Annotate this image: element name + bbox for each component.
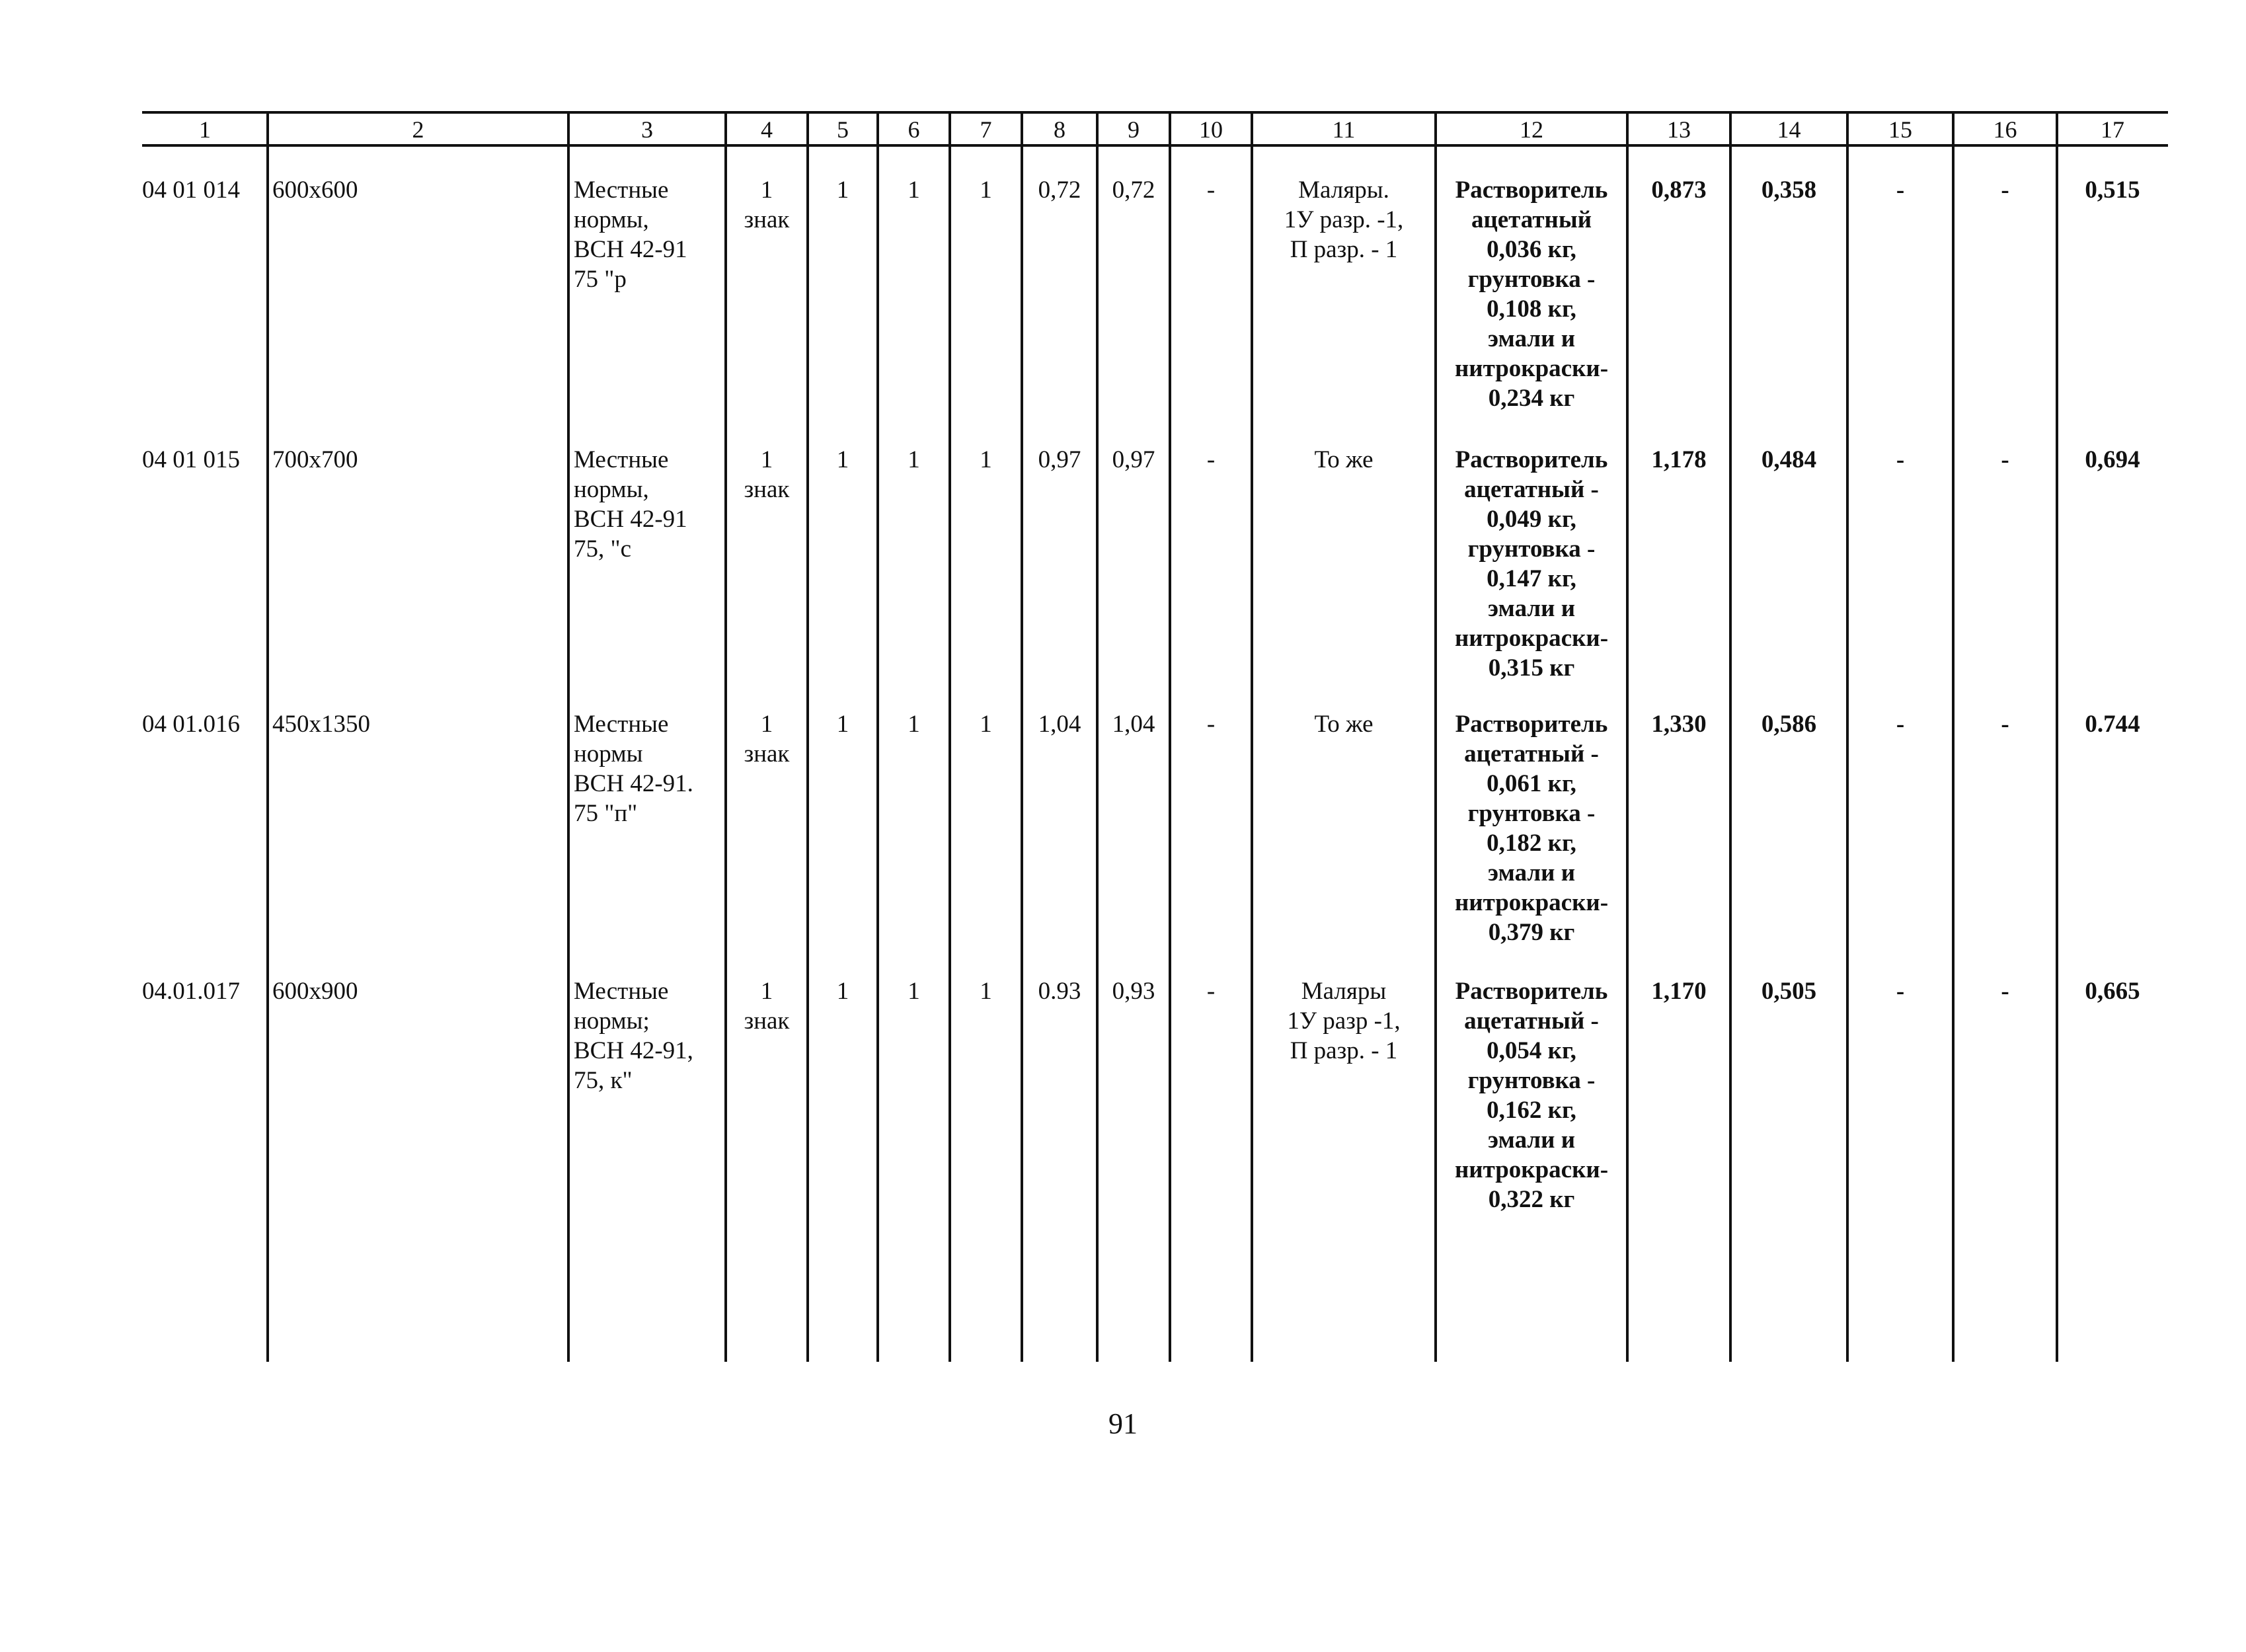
table-row <box>0 709 2246 961</box>
row-col4: 1 знак <box>744 446 790 503</box>
row-col17: 0,515 <box>2085 177 2140 204</box>
row-code: 04.01.017 <box>142 978 240 1005</box>
column-header-5: 5 <box>837 116 849 143</box>
table-row <box>0 175 2246 426</box>
row-col8: 0,72 <box>1038 177 1081 204</box>
column-header-9: 9 <box>1128 116 1140 143</box>
row-col17: 0.744 <box>2085 711 2140 738</box>
row-col4: 1 знак <box>744 711 790 767</box>
row-col16: - <box>2001 177 2009 204</box>
row-col16: - <box>2001 711 2009 738</box>
column-header-12: 12 <box>1520 116 1543 143</box>
row-col5: 1 <box>836 446 849 473</box>
row-col10: - <box>1206 711 1216 738</box>
row-size: 450x1350 <box>272 711 370 738</box>
row-norms: Местные нормы, ВСН 42-91 75, "с <box>574 446 687 563</box>
row-code: 04 01 015 <box>142 446 240 473</box>
table-row <box>0 445 2246 696</box>
row-col8: 0.93 <box>1038 978 1081 1005</box>
row-materials: Растворитель ацетатный - 0,054 кг, грунтовка - 0,162 кг, эмали и нитрокраски- 0,322 кг <box>1454 978 1609 1213</box>
row-col4: 1 знак <box>744 978 790 1035</box>
row-col5: 1 <box>836 177 849 204</box>
row-col9: 0,97 <box>1112 446 1155 473</box>
row-col7: 1 <box>980 978 992 1005</box>
row-col15: - <box>1896 978 1905 1005</box>
row-col6: 1 <box>908 978 920 1005</box>
row-col10: - <box>1206 177 1216 204</box>
row-workers: Маляры. 1У разр. -1, П разр. - 1 <box>1284 177 1404 263</box>
row-col14: 0,358 <box>1761 177 1817 204</box>
row-col13: 1,330 <box>1651 711 1707 738</box>
row-col14: 0,586 <box>1761 711 1817 738</box>
row-col9: 0,72 <box>1112 177 1155 204</box>
column-header-13: 13 <box>1667 116 1691 143</box>
row-col6: 1 <box>908 177 920 204</box>
row-code: 04 01 014 <box>142 177 240 204</box>
row-col6: 1 <box>908 446 920 473</box>
column-header-4: 4 <box>761 116 773 143</box>
column-header-15: 15 <box>1888 116 1912 143</box>
row-col14: 0,484 <box>1761 446 1817 473</box>
row-col17: 0,665 <box>2085 978 2140 1005</box>
row-workers: Маляры 1У разр -1, П разр. - 1 <box>1287 978 1401 1064</box>
column-header-3: 3 <box>641 116 653 143</box>
row-size: 600x900 <box>272 978 358 1005</box>
row-col6: 1 <box>908 711 920 738</box>
column-header-7: 7 <box>980 116 992 143</box>
row-col15: - <box>1896 177 1905 204</box>
row-col5: 1 <box>836 978 849 1005</box>
row-col9: 1,04 <box>1112 711 1155 738</box>
row-col7: 1 <box>980 711 992 738</box>
row-col4: 1 знак <box>744 177 790 233</box>
row-materials: Растворитель ацетатный - 0,049 кг, грунтовка - 0,147 кг, эмали и нитрокраски- 0,315 кг <box>1454 446 1609 682</box>
row-materials: Растворитель ацетатный 0,036 кг, грунтовка - 0,108 кг, эмали и нитрокраски- 0,234 кг <box>1454 177 1609 412</box>
row-materials: Растворитель ацетатный - 0,061 кг, грунтовка - 0,182 кг, эмали и нитрокраски- 0,379 кг <box>1454 711 1609 946</box>
row-norms: Местные нормы, ВСН 42-91 75 "р <box>574 177 687 293</box>
column-header-11: 11 <box>1332 116 1356 143</box>
row-col13: 1,170 <box>1651 978 1707 1005</box>
row-col7: 1 <box>980 446 992 473</box>
row-workers: То же <box>1314 711 1374 738</box>
column-header-17: 17 <box>2101 116 2124 143</box>
row-col13: 0,873 <box>1651 177 1707 204</box>
table-row <box>0 976 2246 1241</box>
row-workers: То же <box>1314 446 1374 473</box>
page-number: 91 <box>1108 1407 1138 1440</box>
column-header-6: 6 <box>908 116 920 143</box>
column-header-8: 8 <box>1054 116 1065 143</box>
row-col5: 1 <box>836 711 849 738</box>
column-header-2: 2 <box>412 116 424 143</box>
row-size: 700x700 <box>272 446 358 473</box>
row-col14: 0,505 <box>1761 978 1817 1005</box>
row-col10: - <box>1206 446 1216 473</box>
row-norms: Местные нормы ВСН 42-91. 75 "п" <box>574 711 693 827</box>
row-col8: 0,97 <box>1038 446 1081 473</box>
column-header-16: 16 <box>1993 116 2017 143</box>
column-header-10: 10 <box>1199 116 1223 143</box>
row-col13: 1,178 <box>1651 446 1707 473</box>
row-norms: Местные нормы; ВСН 42-91, 75, к" <box>574 978 693 1094</box>
row-col16: - <box>2001 446 2009 473</box>
row-code: 04 01.016 <box>142 711 240 738</box>
row-col7: 1 <box>980 177 992 204</box>
row-size: 600x600 <box>272 177 358 204</box>
row-col16: - <box>2001 978 2009 1005</box>
column-header-14: 14 <box>1777 116 1801 143</box>
row-col15: - <box>1896 711 1905 738</box>
column-header-1: 1 <box>199 116 211 143</box>
row-col15: - <box>1896 446 1905 473</box>
row-col10: - <box>1206 978 1216 1005</box>
row-col17: 0,694 <box>2085 446 2140 473</box>
row-col9: 0,93 <box>1112 978 1155 1005</box>
row-col8: 1,04 <box>1038 711 1081 738</box>
